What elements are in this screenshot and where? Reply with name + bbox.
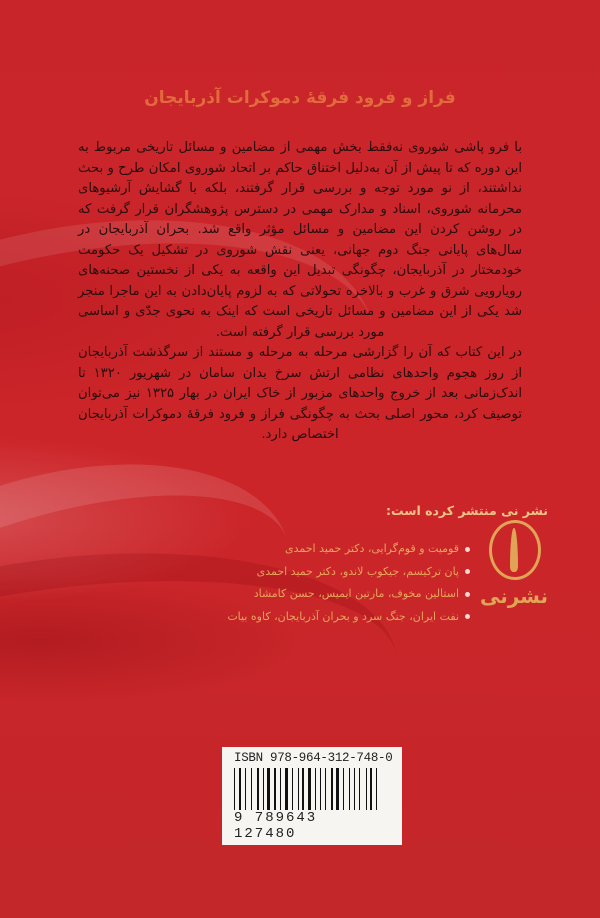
bullet-icon (465, 547, 470, 552)
blurb-paragraph-2: در این کتاب که آن را گزارشی مرحله به مرحله و مستند از سرگذشت آذربایجان از روز هجوم واحدهای نظامی ارتش سرخ بدان سامان در شهریور ۱۳۲۰ تا اندک‌زمانی بعد از خروج واحدهای مزبور از خاک ایران در بهار ۱۳۲۵ نیز می‌توان توصیف کرد، محور اصلی بحث به چگونگی فراز و فرود فرقهٔ دموکرات آذربایجان اختصاص دارد. (78, 345, 523, 442)
list-item: استالین مخوف، مارتین ایمیس، حسن کامشاد (170, 583, 470, 606)
publisher-list-heading: نشر نی منتشر کرده است: (385, 503, 548, 518)
other-books-list (170, 538, 470, 628)
bullet-icon (465, 569, 470, 574)
isbn-barcode-label (222, 747, 402, 845)
publisher-logo (479, 520, 548, 620)
list-item: پان ترکیسم، جیکوب لاندو، دکتر حمید احمدی (170, 561, 470, 584)
list-item: نفت ایران، جنگ سرد و بحران آذربایجان، کاوه بیات (170, 606, 470, 629)
list-item: قومیت و قوم‌گرایی، دکتر حمید احمدی (170, 538, 470, 561)
blurb-paragraph-1: با فرو پاشی شوروی نه‌فقط بخش مهمی از مضامین و مسائل تاریخی مربوط به این دوره که تا پیش از آن به‌دلیل اختناق حاکم بر اتحاد شوروی امکان طرح و بحث نداشتند، از نو مورد توجه و بررسی قرار گرفتند، بلکه با گشایش آرشیوهای محرمانه شوروی، اسناد و مدارک مهمی در دسترس پژوهشگران قرار گرفت که در روشن کردن این مضامین و مسائل مؤثر واقع شد. بحران آذربایجان در سال‌های پایانی جنگ دوم جهانی، یعنی نقش شوروی در تشکیل یک حکومت خودمختار در آذربایجان، چگونگی تبدیل این واقعه به یکی از نخستین صحنه‌های رویارویی شرق و غرب و بالاخره تحولاتی که به لزوم پایان‌دادن به این ماجرا منجر شد یکی از این مضامین و مسائل تاریخی است که اینک به نحوی جدّی و اساسی مورد بررسی قرار گرفته است. (78, 140, 522, 340)
publisher-logo-text: نشرنی (479, 584, 548, 608)
book-title: فراز و فرود فرقهٔ دموکرات آذربایجان (144, 88, 456, 108)
barcode-digits: 9 789643 127480 (234, 810, 392, 842)
blurb (78, 138, 522, 446)
isbn-text: ISBN 978-964-312-748-0 (234, 751, 393, 765)
bullet-icon (465, 592, 470, 597)
bullet-icon (465, 614, 470, 619)
